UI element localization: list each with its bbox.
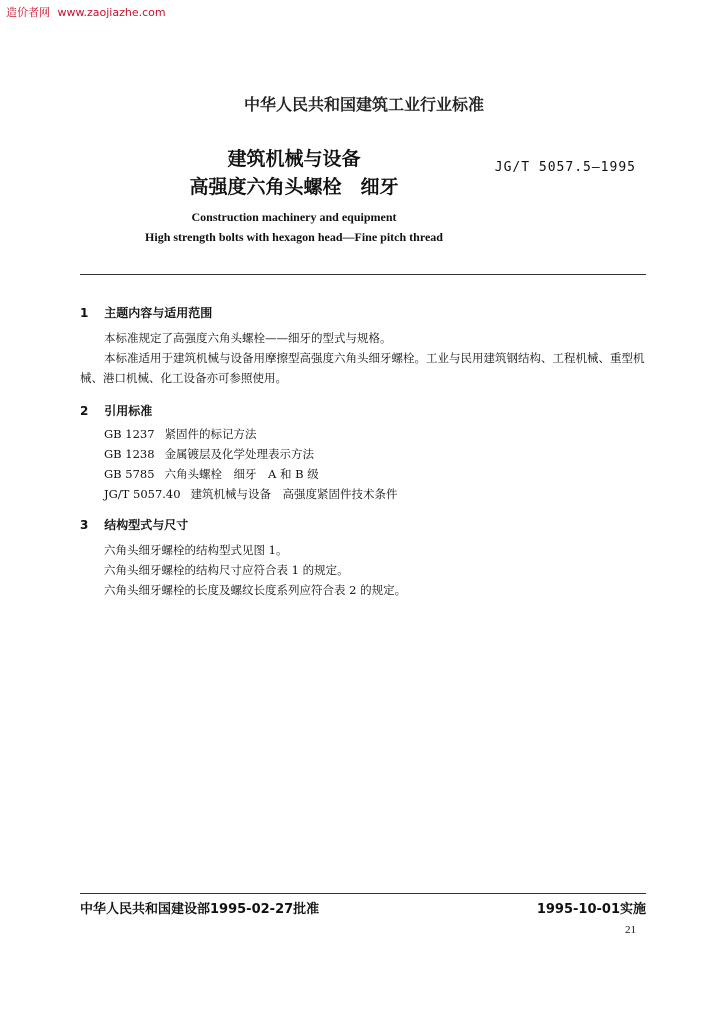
section-title: 引用标准 bbox=[104, 404, 153, 418]
section-1-paragraph-2: 本标准适用于建筑机械与设备用摩擦型高强度六角头细牙螺栓。工业与民用建筑钢结构、工程机械、重型机械、港口机械、化工设备亦可参照使用。 bbox=[80, 351, 645, 385]
section-1-paragraph-1: 本标准规定了高强度六角头螺栓——细牙的型式与规格。 bbox=[104, 331, 392, 345]
approval-note: 中华人民共和国建设部1995-02-27批准 bbox=[80, 902, 320, 917]
effective-date: 1995-10-01实施 bbox=[536, 902, 646, 917]
section-title: 主题内容与适用范围 bbox=[104, 306, 213, 320]
section-3-paragraph-1: 六角头细牙螺栓的结构型式见图 1。 bbox=[104, 543, 288, 557]
reference-title: 建筑机械与设备 高强度紧固件技术条件 bbox=[190, 487, 398, 501]
section-1-heading bbox=[80, 304, 212, 321]
standard-category: 中华人民共和国建筑工业行业标准 bbox=[243, 95, 484, 114]
reference-title: 金属镀层及化学处理表示方法 bbox=[164, 447, 315, 461]
title-en-line-1: Construction machinery and equipment bbox=[191, 210, 397, 224]
title-zh-line-2: 高强度六角头螺栓 细牙 bbox=[189, 176, 399, 198]
section-number: 3 bbox=[80, 518, 89, 532]
reference-title: 紧固件的标记方法 bbox=[164, 427, 257, 441]
section-3-heading bbox=[80, 516, 188, 533]
section-3-paragraph-3: 六角头细牙螺栓的长度及螺纹长度系列应符合表 2 的规定。 bbox=[104, 583, 407, 597]
reference-item bbox=[104, 486, 398, 502]
reference-title: 六角头螺栓 细牙 A 和 B 级 bbox=[164, 467, 319, 481]
watermark-url[interactable]: www.zaojiazhe.com bbox=[57, 6, 166, 19]
reference-item bbox=[104, 466, 319, 482]
watermark bbox=[6, 4, 166, 20]
section-2-heading bbox=[80, 402, 152, 419]
reference-item bbox=[104, 446, 314, 462]
section-title: 结构型式与尺寸 bbox=[104, 518, 189, 532]
reference-code: GB 1237 bbox=[104, 427, 155, 441]
title-zh-line-1: 建筑机械与设备 bbox=[227, 148, 361, 170]
section-number: 1 bbox=[80, 306, 89, 320]
reference-code: JG/T 5057.40 bbox=[104, 487, 181, 501]
reference-code: GB 5785 bbox=[104, 467, 155, 481]
header-divider bbox=[80, 274, 646, 275]
standard-code: JG/T 5057.5—1995 bbox=[494, 160, 636, 175]
section-number: 2 bbox=[80, 404, 89, 418]
reference-code: GB 1238 bbox=[104, 447, 155, 461]
page-number: 21 bbox=[625, 924, 636, 936]
title-en-line-2: High strength bolts with hexagon head—Fine pitch thread bbox=[145, 230, 443, 244]
section-3-paragraph-2: 六角头细牙螺栓的结构尺寸应符合表 1 的规定。 bbox=[104, 563, 349, 577]
footer-divider bbox=[80, 893, 646, 894]
watermark-site: 造价者网 bbox=[6, 6, 50, 19]
reference-item bbox=[104, 426, 257, 442]
